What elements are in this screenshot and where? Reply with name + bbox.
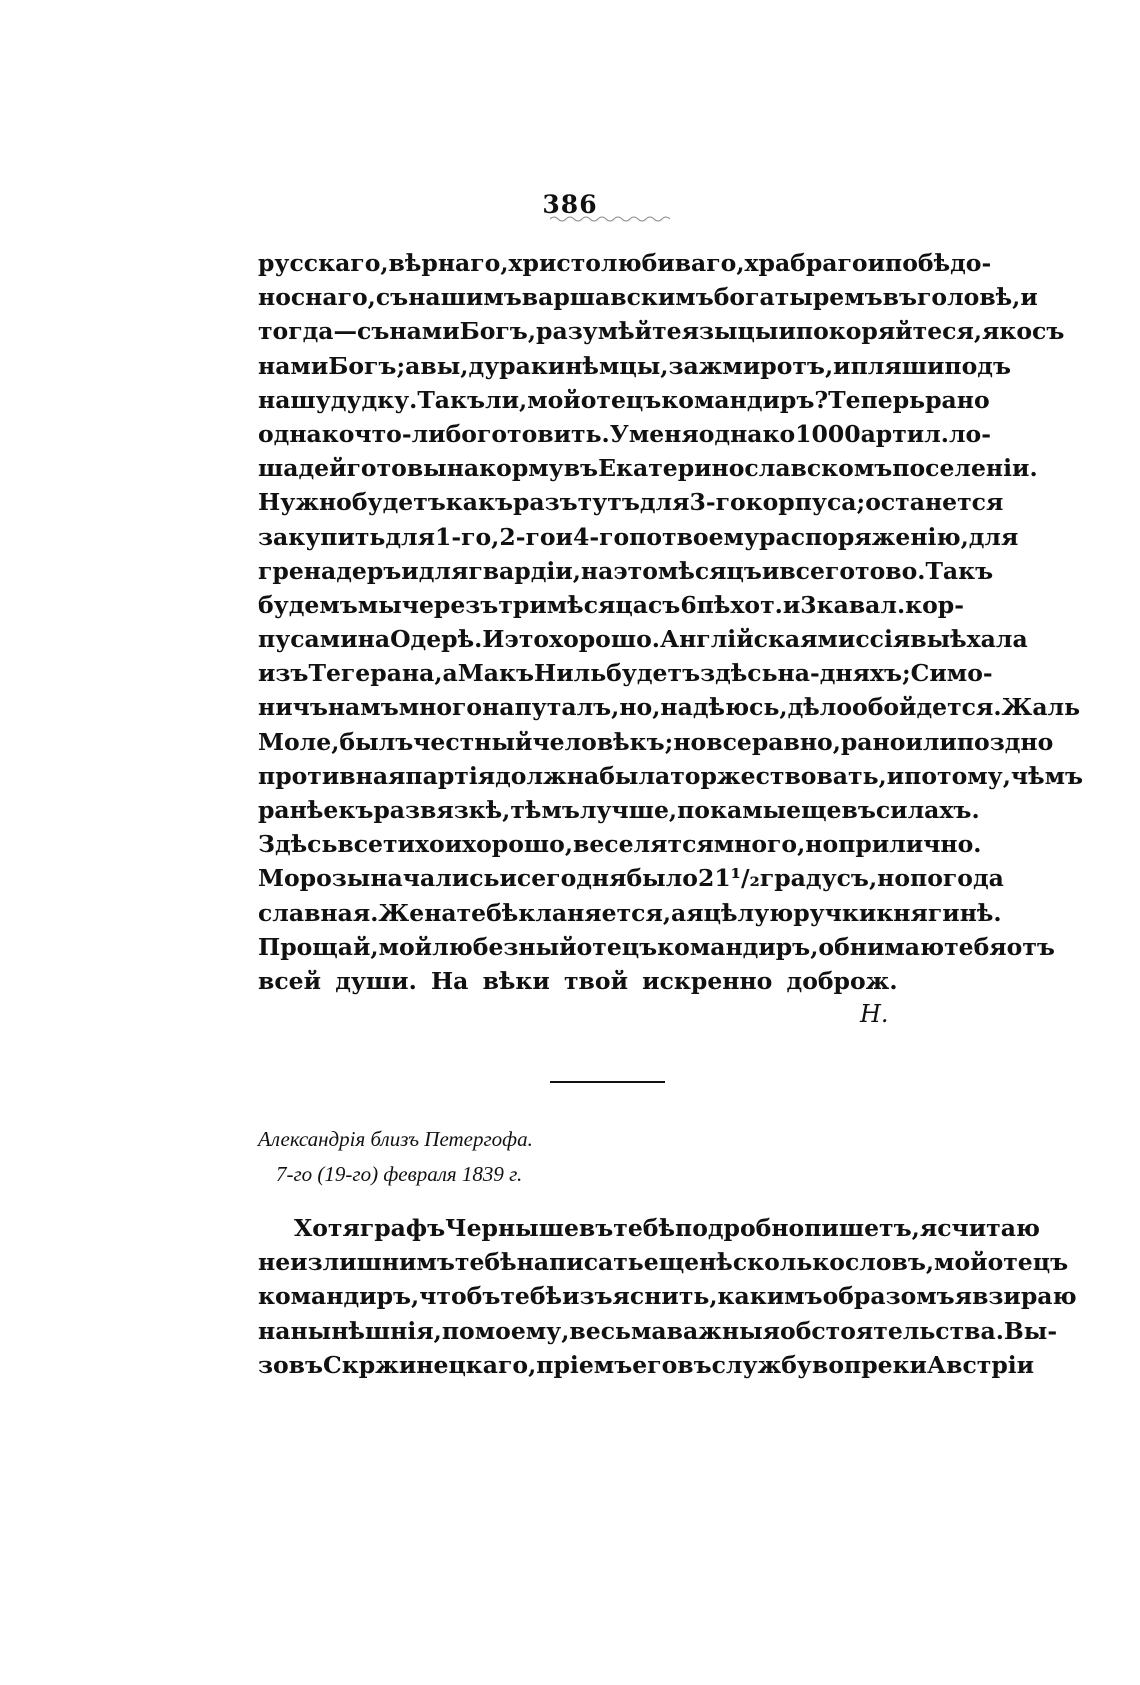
text-line: закупить для 1-го, 2-го и 4-го по твоему распоряженію, для (258, 522, 1019, 551)
text-line: нашу дудку. Такъ ли, мой отецъ командиръ? Теперь рано (258, 385, 990, 414)
paragraph-continued-letter (258, 246, 1084, 998)
text-line: однако что-либо готовить. У меня однако 1000 артил. ло- (258, 419, 991, 448)
text-line: на нынѣшнія, по моему, весьма важныя обстоятельства. Вы- (258, 1316, 1058, 1345)
text-line: Морозы начались и сегодня было 21¹/₂ градусъ, но погода (258, 864, 1004, 893)
text-line: ничъ намъ много напуталъ, но, надѣюсь, дѣло обойдется. Жаль (258, 693, 1081, 722)
text-line: славная. Жена тебѣ кланяется, а я цѣлую ручки княгинѣ. (258, 898, 1002, 927)
text-line: не излишнимъ тебѣ написать еще нѣсколько словъ, мой отецъ (258, 1248, 1069, 1277)
text-line: зовъ Скржинецкаго, пріемъ его въ службу вопреки Австріи (258, 1350, 1035, 1379)
text-line: ранѣе къ развязкѣ, тѣмъ лучше, пока мы еще въ силахъ. (258, 796, 980, 824)
page-number: 386 (542, 190, 598, 219)
text-line: Нужно будетъ какъ разъ тутъ для 3-го корпуса; останется (258, 488, 1004, 517)
text-line: носнаго, съ нашимъ варшавскимъ богатыремъ въ головѣ, и (258, 283, 1038, 312)
page-number-ornament (550, 213, 670, 223)
section-separator (550, 1081, 665, 1083)
text-line: шадей готовы на корму въ Екатеринославскомъ поселеніи. (258, 454, 1038, 483)
text-line: тогда—съ нами Богъ, разумѣйте языцы и покоряйтеся, яко съ (258, 317, 1065, 346)
text-line: будемъ мы черезъ три мѣсяца съ 6 пѣхот. и 3 кавал. кор- (258, 590, 964, 619)
signature: Н. (860, 1000, 889, 1028)
text-line: гренадеръ и для гвардіи, на это мѣсяцъ и все готово. Такъ (258, 556, 994, 585)
text-line: Прощай, мой любезный отецъ командиръ, обнимаю тебя отъ (258, 932, 1055, 961)
text-line: изъ Тегерана, а Макъ Ниль будетъ здѣсь на-дняхъ; Симо- (258, 659, 993, 688)
text-line: нами Богъ; а вы, дураки нѣмцы, зажми ротъ, и пляши подъ (258, 351, 1011, 380)
letter-date: 7-го (19-го) февраля 1839 г. (276, 1162, 523, 1186)
paragraph-new-letter (258, 1211, 1077, 1382)
text-line: Моле, былъ честный человѣкъ; но все равно, рано или поздно (258, 727, 1054, 756)
text-line: противная партія должна была торжествовать, и потому, чѣмъ (258, 761, 1084, 790)
text-line: русскаго, вѣрнаго, христолюбиваго, храбраго и побѣдо- (258, 249, 992, 277)
text-line: всей души. На вѣки твой искренно доброж. (258, 966, 898, 995)
letter-place: Александрія близъ Петергофа. (258, 1127, 533, 1151)
text-line: командиръ, чтобъ тебѣ изъяснить, какимъ образомъ я взираю (258, 1282, 1077, 1311)
text-line: Здѣсь все тихо и хорошо, веселятся много, но прилично. (258, 830, 982, 859)
text-line: пусами на Одерѣ. И это хорошо. Англійская миссія выѣхала (258, 625, 1028, 654)
text-line: Хотя графъ Чернышевъ тебѣ подробно пишетъ, я считаю (294, 1214, 1041, 1242)
